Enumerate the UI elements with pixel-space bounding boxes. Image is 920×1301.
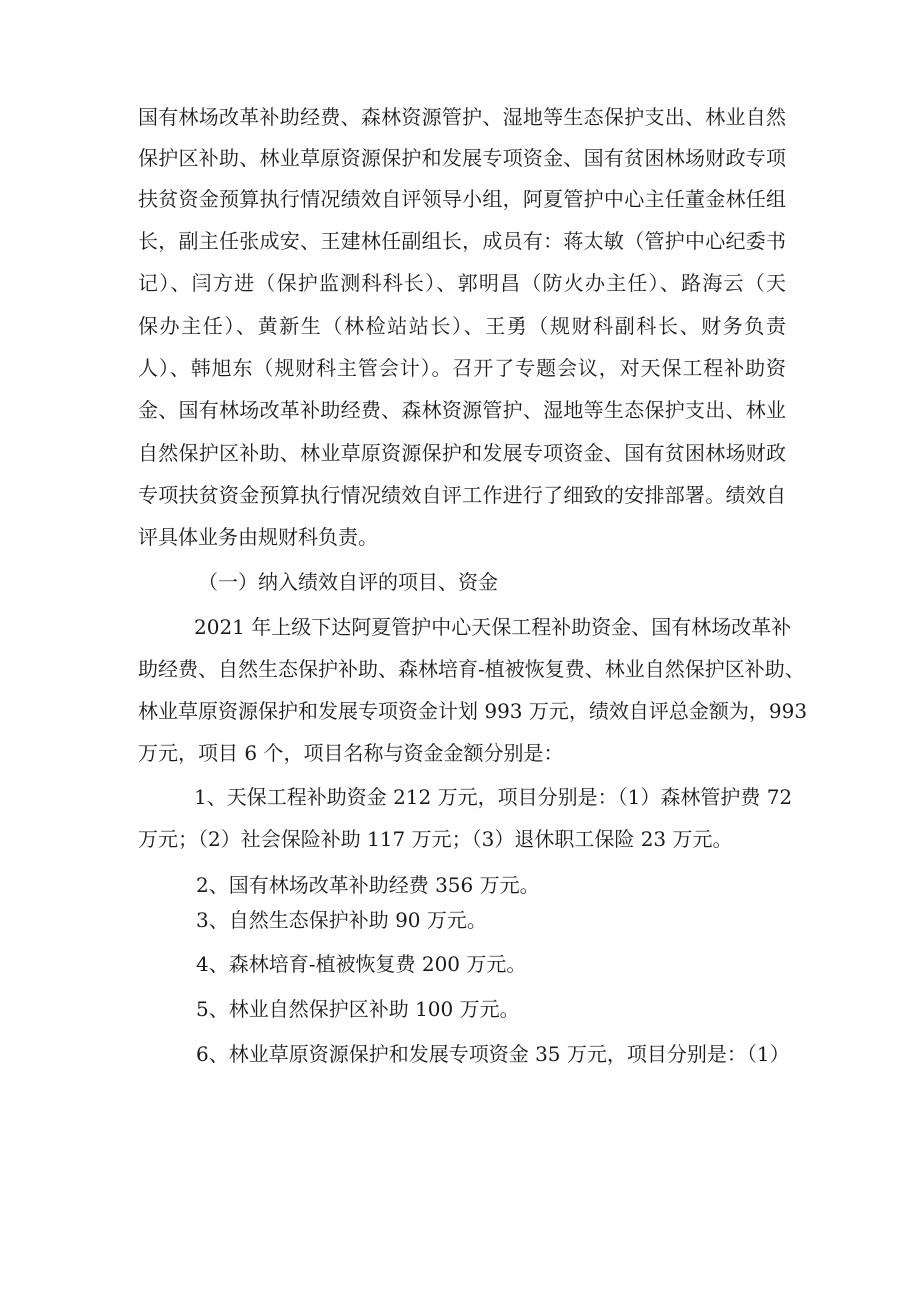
text-line: 专项扶贫资金预算执行情况绩效自评工作进行了细致的安排部署。绩效自 — [138, 483, 786, 507]
text-line: 记）、闫方进（保护监测科科长）、郭明昌（防火办主任）、路海云（天 — [138, 271, 786, 295]
text-line: 评具体业务由规财科负责。 — [138, 525, 378, 549]
text-line: 长，副主任张成安、王建林任副组长，成员有：蒋太敏（管护中心纪委书 — [138, 229, 786, 253]
text-line: 保办主任）、黄新生（林检站站长）、王勇（规财科副科长、财务负责 — [138, 314, 786, 338]
text-line: 扶贫资金预算执行情况绩效自评领导小组，阿夏管护中心主任董金林任组 — [138, 187, 786, 211]
text-line: 万元，项目 6 个，项目名称与资金金额分别是： — [138, 741, 564, 765]
list-item-4: 4、森林培育-植被恢复费 200 万元。 — [196, 952, 527, 976]
text-line: 保护区补助、林业草原资源保护和发展专项资金、国有贫困林场财政专项 — [138, 146, 786, 170]
list-item-3: 3、自然生态保护补助 90 万元。 — [196, 908, 487, 932]
text-line: 人）、韩旭东（规财科主管会计）。召开了专题会议，对天保工程补助资 — [138, 356, 786, 380]
list-item-5: 5、林业自然保护区补助 100 万元。 — [196, 997, 520, 1021]
text-line: 国有林场改革补助经费、森林资源管护、湿地等生态保护支出、林业自然 — [138, 105, 786, 129]
text-line: 助经费、自然生态保护补助、森林培育-植被恢复费、林业自然保护区补助、 — [138, 657, 805, 681]
list-item-2: 2、国有林场改革补助经费 356 万元。 — [196, 873, 540, 897]
text-line: 万元；（2）社会保险补助 117 万元；（3）退休职工保险 23 万元。 — [138, 827, 733, 851]
text-line: 2021 年上级下达阿夏管护中心天保工程补助资金、国有林场改革补 — [194, 615, 792, 639]
section-heading: （一）纳入绩效自评的项目、资金 — [198, 570, 498, 594]
text-line: 自然保护区补助、林业草原资源保护和发展专项资金、国有贫困林场财政 — [138, 441, 786, 465]
list-item-6: 6、林业草原资源保护和发展专项资金 35 万元，项目分别是：（1） — [196, 1042, 790, 1066]
text-line: 林业草原资源保护和发展专项资金计划 993 万元，绩效自评总金额为，993 — [138, 699, 808, 723]
text-line: 金、国有林场改革补助经费、森林资源管护、湿地等生态保护支出、林业 — [138, 398, 786, 422]
text-line: 1、天保工程补助资金 212 万元，项目分别是：（1）森林管护费 72 — [194, 785, 793, 809]
